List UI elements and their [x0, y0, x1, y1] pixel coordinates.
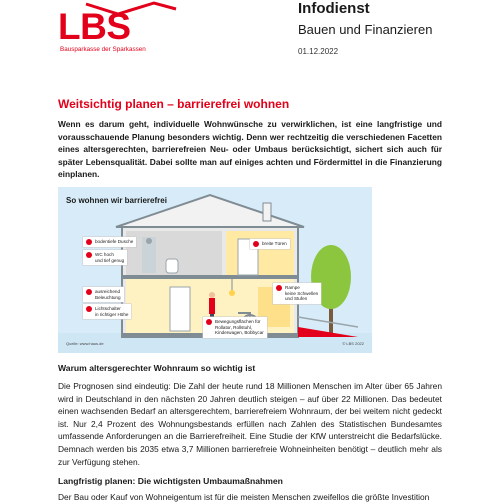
callout-text: bodentiefe Dusche: [95, 239, 134, 244]
red-dot-icon: [86, 252, 92, 258]
red-dot-icon: [276, 285, 282, 291]
infographic-title: So wohnen wir barrierefrei: [66, 196, 167, 205]
callout-bewegung: [203, 317, 267, 338]
callout-beleuchtung: [83, 287, 124, 302]
callout-lichtschalter: [83, 304, 131, 319]
red-dot-icon: [86, 239, 92, 245]
lbs-logo: [56, 0, 186, 62]
paragraph-2: Der Bau oder Kauf von Wohneigentum ist für die meisten Menschen zweifellos die größte Investition: [58, 492, 430, 502]
callout-text: ausreichend Beleuchtung: [95, 289, 121, 300]
document-header: [298, 0, 432, 56]
callout-text: WC hoch und tief genug: [95, 252, 125, 263]
red-dot-icon: [86, 289, 92, 295]
heading-1: Warum altersgerechter Wohnraum so wichtig ist: [58, 363, 256, 373]
callout-text: Lichtschalter in richtiger Höhe: [95, 306, 129, 317]
header-title: Infodienst: [298, 0, 370, 17]
infographic-source: Quelle: www.haus.de: [66, 341, 104, 346]
intro-paragraph: Wenn es darum geht, individuelle Wohnwünsche zu verwirklichen, ist eine langfristige und vorausschauende Planung besonders wichtig. Denn wer rechtzeitig die verschiedenen Facetten eines altersgerechten, barrierefreien Neu- oder Umbaus berücksichtigt, sichert sich auch für später Lebensqualität. Dabei sollte man auf einiges achten und Fördermittel in die Finanzierung einplanen.: [58, 119, 442, 180]
infographic-copyright: © LBS 2022: [342, 341, 364, 346]
section-title: Weitsichtig planen – barrierefrei wohnen: [58, 97, 290, 111]
callout-text: breite Türen: [262, 241, 287, 246]
red-dot-icon: [86, 306, 92, 312]
callout-text: Bewegungsflächen für Rollator, Rollstuhl, Kinderwagen, Bobbycar: [215, 319, 264, 336]
heading-2: Langfristig planen: Die wichtigsten Umbaumaßnahmen: [58, 476, 283, 486]
header-date: 01.12.2022: [298, 47, 339, 56]
callout-wc: [83, 250, 127, 265]
callout-dusche: [83, 237, 136, 247]
red-dot-icon: [206, 319, 212, 325]
red-dot-icon: [253, 241, 259, 247]
callout-tueren: [250, 239, 290, 249]
logo-subtitle: Bausparkasse der Sparkassen: [60, 46, 146, 53]
header-subtitle: Bauen und Finanzieren: [298, 22, 433, 37]
infographic: [58, 187, 372, 353]
paragraph-1: Die Prognosen sind eindeutig: Die Zahl der heute rund 18 Millionen Menschen im Alter über 65 Jahren wird in Deutschland in den nächsten 20 Jahren deutlich steigen – auf über 22 Millionen. Das bedeutet einen wachsenden Bedarf an altersgerechtem, barrierefreiem Wohnraum, der bei weitem nicht gedeckt ist. Nur 2,4 Prozent des Wohnungsbestands erfüllen nach Zahlen des Statistischen Bundesamtes umfassende Anforderungen an die Barrierefreiheit. Eine Studie der KfW unterstreicht die Bedarfslücke. Demnach werden bis 2035 etwa 3,7 Millionen barrierefreie Wohneinheiten benötigt – deutlich mehr als zur Verfügung stehen.: [58, 381, 442, 467]
callout-text: Rampe keine Schwellen und Stufen: [285, 285, 319, 302]
callout-rampe: [273, 283, 321, 304]
logo-text: LBS: [58, 6, 131, 47]
